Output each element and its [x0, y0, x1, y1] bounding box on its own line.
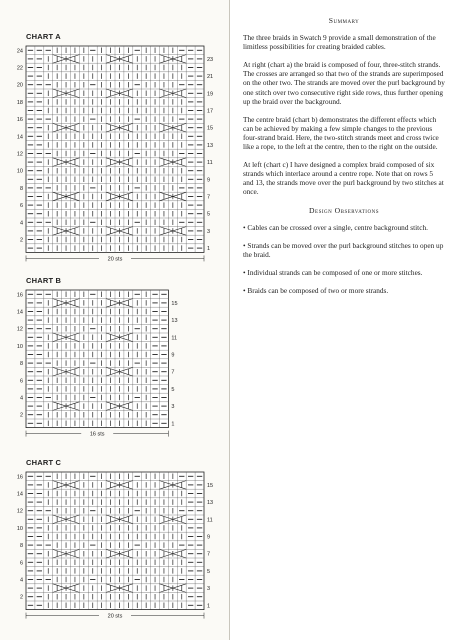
row-number: 9 — [207, 177, 211, 184]
summary-paragraph-3: The centre braid (chart b) demonstrates the different effects which can be achieved by making a few simple changes to the previous four-strand braid. Here, the two-stitch strands meet and cross twice like a rope, to the left at the centre, then to the right on the outside. — [243, 114, 439, 152]
row-number: 16 — [16, 117, 23, 124]
row-number: 3 — [207, 228, 211, 235]
row-number: 8 — [19, 543, 23, 550]
chart-b-title: CHART B — [26, 276, 62, 285]
summary-paragraph-1: The three braids in Swatch 9 provide a small demonstration of the limitless possibilities for creating braided cables. — [243, 33, 436, 52]
summary-paragraph-2: At right (chart a) the braid is composed of four, three-stitch strands. The crosses are arranged so that two of the strands are superimposed on the other two. The strands are moved over the purl background by one stitch over two consecutive right side rows, thus further opening up the braid over the background. — [243, 60, 445, 106]
row-number: 12 — [16, 326, 23, 333]
row-number: 9 — [171, 352, 175, 359]
row-number: 11 — [171, 335, 178, 342]
row-number: 11 — [207, 517, 213, 524]
row-number: 12 — [16, 508, 23, 515]
chart-c-title: CHART C — [26, 458, 62, 467]
stitch-count-label: 20 sts — [107, 613, 123, 620]
row-number: 18 — [16, 99, 23, 106]
row-number: 7 — [171, 369, 175, 376]
row-number: 1 — [171, 421, 175, 428]
row-number: 2 — [19, 412, 23, 419]
row-number: 1 — [207, 603, 211, 610]
row-number: 14 — [16, 309, 23, 316]
row-number: 14 — [16, 491, 23, 498]
row-number: 6 — [19, 378, 23, 385]
bullet-4: • Braids can be composed of two or more strands. — [243, 285, 389, 295]
bullet-2: • Strands can be moved over the purl background stitches to open up the braid. — [243, 240, 444, 259]
bullet-1: • Cables can be crossed over a single, centre background stitch. — [243, 222, 428, 232]
text-column — [243, 0, 445, 304]
bullet-3: • Individual strands can be composed of one or more stitches. — [243, 267, 423, 277]
row-number: 15 — [171, 300, 178, 307]
row-number: 22 — [16, 65, 23, 72]
row-number: 24 — [16, 48, 23, 55]
row-number: 6 — [19, 560, 23, 567]
row-number: 5 — [171, 386, 175, 393]
row-number: 5 — [207, 211, 211, 218]
row-number: 13 — [171, 318, 178, 325]
row-number: 8 — [19, 185, 23, 192]
row-number: 7 — [207, 551, 211, 558]
row-number: 20 — [16, 82, 23, 89]
row-number: 7 — [207, 194, 211, 201]
row-number: 12 — [16, 151, 23, 158]
chart-b — [14, 288, 214, 448]
row-number: 2 — [19, 594, 23, 601]
chart-a — [14, 44, 214, 263]
summary-paragraph-4: At left (chart c) I have designed a complex braid composed of six strands which interlace around a centre rope. Note that on rows 5 and 13, the strands move over the purl background by two stitches at once. — [243, 160, 444, 197]
row-number: 6 — [19, 203, 23, 210]
row-number: 9 — [207, 534, 211, 541]
row-number: 4 — [19, 577, 23, 584]
row-number: 21 — [207, 74, 214, 81]
row-number: 10 — [16, 343, 23, 350]
row-number: 1 — [207, 246, 211, 253]
row-number: 5 — [207, 568, 211, 575]
row-number: 14 — [16, 134, 23, 141]
row-number: 15 — [207, 482, 214, 489]
row-number: 13 — [207, 142, 214, 149]
row-number: 16 — [16, 292, 23, 299]
row-number: 13 — [207, 500, 214, 507]
row-number: 3 — [207, 586, 211, 593]
stitch-count-label: 16 sts — [89, 431, 105, 438]
chart-a-title: CHART A — [26, 32, 61, 41]
row-number: 3 — [171, 404, 175, 411]
row-number: 10 — [16, 168, 23, 175]
design-observations-heading: Design Observations — [309, 205, 379, 215]
chart-c — [14, 470, 214, 640]
row-number: 4 — [19, 220, 23, 227]
row-number: 15 — [207, 125, 214, 132]
row-number: 10 — [16, 525, 23, 532]
row-number: 19 — [207, 91, 214, 98]
row-number: 11 — [207, 160, 213, 167]
row-number: 17 — [207, 108, 214, 115]
stitch-count-label: 20 sts — [107, 256, 123, 263]
row-number: 8 — [19, 361, 23, 368]
summary-heading: Summary — [328, 16, 360, 25]
row-number: 23 — [207, 56, 214, 63]
row-number: 16 — [16, 474, 23, 481]
row-number: 2 — [19, 237, 23, 244]
row-number: 4 — [19, 395, 23, 402]
